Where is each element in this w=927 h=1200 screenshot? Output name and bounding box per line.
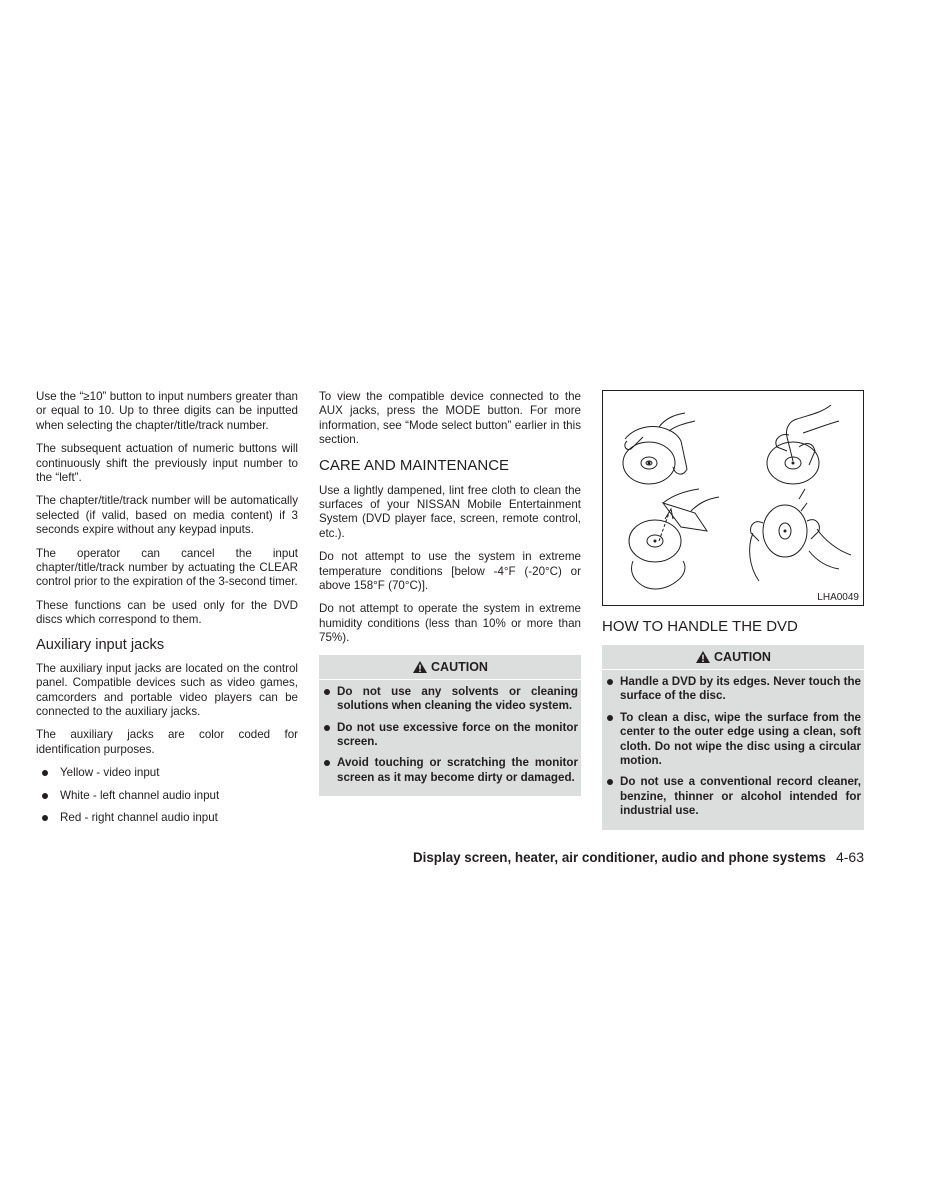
bullet-icon: [324, 725, 330, 731]
page-number: 4-63: [835, 849, 864, 865]
bullet-icon: [324, 760, 330, 766]
caution-box: [319, 655, 581, 796]
paragraph: The auxiliary input jacks are located on the control panel. Compatible devices such as video games, camcorders and portable video players can be connected to the auxiliary jacks.: [36, 661, 298, 718]
column-middle: [319, 390, 581, 796]
caution-title: CAUTION: [714, 650, 771, 664]
caution-list: [319, 680, 581, 796]
section-heading: HOW TO HANDLE THE DVD: [602, 618, 798, 635]
dvd-handling-drawing: [603, 391, 863, 605]
paragraph: Use the “≥10” button to input numbers greater than or equal to 10. Up to three digits can be inputted when selecting the chapter/title/track number.: [36, 390, 298, 432]
section-heading: CARE AND MAINTENANCE: [319, 456, 510, 474]
bullet-icon: [607, 779, 613, 785]
caution-item: [602, 675, 861, 704]
caution-text: Avoid touching or scratching the monitor screen as it may become dirty or damaged.: [337, 756, 578, 784]
warning-icon: [695, 650, 711, 664]
bullet-icon: [607, 715, 613, 721]
caution-text: To clean a disc, wipe the surface from the center to the outer edge using a clean, soft cloth. Do not wipe the disc using a circular motion.: [620, 710, 861, 768]
caution-item: [319, 721, 578, 750]
list-item-text: Red - right channel audio input: [60, 810, 218, 824]
caution-title: CAUTION: [431, 659, 488, 674]
caution-box: [602, 645, 864, 830]
bullet-icon: [607, 679, 613, 685]
caution-list: [602, 670, 864, 830]
paragraph: The operator can cancel the input chapter/title/track number by actuating the CLEAR control prior to the expiration of the 3-second timer.: [36, 546, 298, 589]
caution-item: [319, 756, 578, 785]
page-footer: [413, 849, 864, 865]
caution-text: Do not use a conventional record cleaner, benzine, thinner or alcohol intended for industrial use.: [620, 775, 861, 818]
dvd-handling-illustration: [602, 390, 864, 606]
bullet-icon: [42, 815, 48, 821]
list-item: [36, 811, 298, 825]
bullet-icon: [42, 770, 48, 776]
paragraph: Do not attempt to use the system in extreme temperature conditions [below -4°F (-20°C) or above 158°F (70°C)].: [319, 550, 581, 593]
paragraph: The subsequent actuation of numeric buttons will continuously shift the previously input number to the “left”.: [36, 442, 298, 485]
footer-section-title: Display screen, heater, air conditioner, audio and phone systems: [412, 850, 826, 865]
list-item: [36, 766, 298, 780]
list-item: [36, 789, 298, 803]
paragraph: To view the compatible device connected to the AUX jacks, press the MODE button. For more information, see “Mode select button” earlier in this section.: [319, 390, 581, 447]
caution-header: [319, 655, 581, 680]
column-right: [602, 390, 864, 830]
bullet-icon: [324, 689, 330, 695]
list-item-text: White - left channel audio input: [60, 788, 220, 802]
caution-item: [319, 685, 578, 714]
caution-header: [602, 645, 864, 670]
caution-text: Handle a DVD by its edges. Never touch the surface of the disc.: [620, 675, 861, 703]
jack-list: [36, 766, 298, 825]
paragraph: The auxiliary jacks are color coded for identification purposes.: [36, 728, 298, 756]
paragraph: The chapter/title/track number will be automatically selected (if valid, based on media content) if 3 seconds expire without any keypad inputs.: [36, 494, 298, 537]
caution-text: Do not use any solvents or cleaning solutions when cleaning the video system.: [337, 684, 578, 713]
caution-item: [602, 711, 861, 769]
aux-heading: Auxiliary input jacks: [36, 636, 165, 653]
bullet-icon: [42, 793, 48, 799]
paragraph: Do not attempt to operate the system in extreme humidity conditions (less than 10% or more than 75%).: [319, 602, 581, 645]
paragraph: These functions can be used only for the DVD discs which correspond to them.: [36, 598, 298, 627]
caution-item: [602, 775, 861, 818]
figure-label: LHA0049: [817, 592, 859, 603]
paragraph: Use a lightly dampened, lint free cloth to clean the surfaces of your NISSAN Mobile Entertainment System (DVD player face, screen, remote control, etc.).: [319, 483, 581, 540]
warning-icon: [412, 660, 428, 674]
list-item-text: Yellow - video input: [60, 766, 160, 780]
column-left: [36, 390, 298, 833]
caution-text: Do not use excessive force on the monitor screen.: [337, 720, 578, 748]
